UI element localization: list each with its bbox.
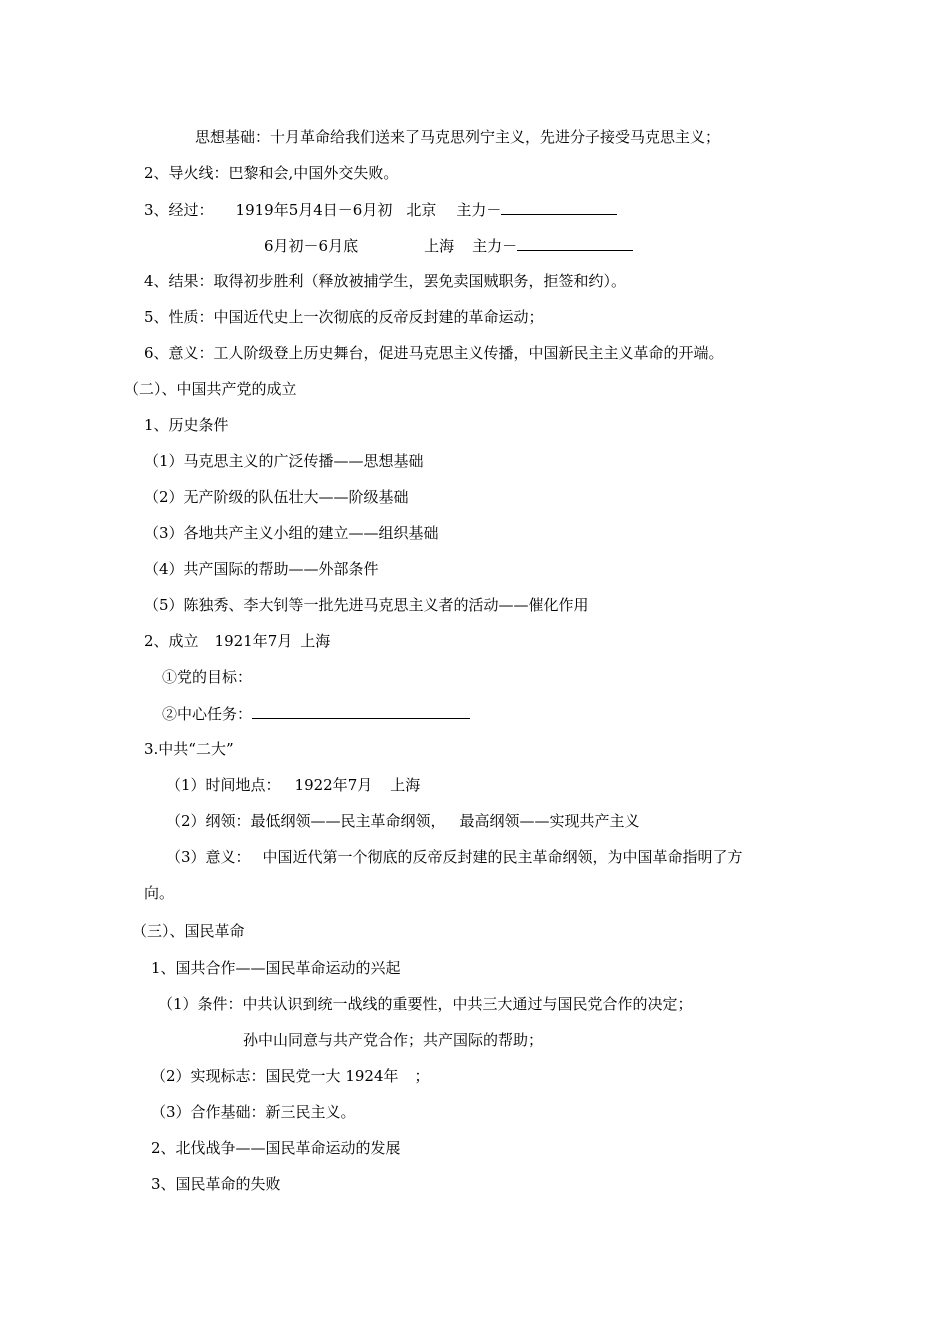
text-line [162,667,252,687]
congress-significance-continued: 向。 [144,884,175,902]
list-item [166,847,743,867]
cooperation-conditions: （1）条件：中共认识到统一战线的重要性，中共三大通过与国民党合作的决定； [158,995,693,1013]
program-minimum: （2）纲领：最低纲领——民主革命纲领， [166,812,446,830]
list-item [144,487,409,507]
text-line [144,343,724,363]
text-line [144,883,174,903]
result-text: 4、结果：取得初步胜利（释放被捕学生，罢免卖国贼职务，拒签和约）。 [144,272,627,290]
text-line [151,958,401,978]
list-item [144,559,379,579]
condition-item: （4）共产国际的帮助——外部条件 [144,560,379,578]
process-date-shanghai: 6月初－6月底 [264,237,359,255]
text-line [243,1030,543,1050]
second-congress-heading: 3.中共“二大” [144,740,234,758]
list-item [144,451,424,471]
fill-blank-shanghai[interactable] [517,235,633,251]
process-label: 3、经过： [144,201,214,219]
text-line [195,127,720,147]
section-heading-national-revolution: （三）、国民革命 [132,922,245,940]
text-line [144,415,229,435]
list-item [151,1066,430,1086]
text-line [144,271,626,291]
central-task-label: ②中心任务： [162,705,253,723]
program-maximum: 最高纲领——实现共产主义 [459,812,640,830]
revolution-failure-heading: 3、国民革命的失败 [151,1175,281,1193]
text-line [144,199,617,220]
northern-expedition-heading: 2、北伐战争——国民革命运动的发展 [151,1139,401,1157]
text-line [144,307,544,327]
section-heading [124,379,297,399]
nature-text: 5、性质：中国近代史上一次彻底的反帝反封建的革命运动； [144,308,544,326]
list-item [166,811,640,831]
condition-item: （3）各地共产主义小组的建立——组织基础 [144,524,439,542]
founding-place: 上海 [300,632,331,650]
congress-date: 1922年7月 [294,776,373,794]
congress-significance-text: 中国近代第一个彻底的反帝反封建的民主革命纲领，为中国革命指明了方 [262,848,743,866]
list-item [166,775,420,795]
cooperation-conditions-continued: 孙中山同意与共产党合作；共产国际的帮助； [243,1031,544,1049]
congress-place: 上海 [390,776,421,794]
kmt-cpc-cooperation-heading: 1、国共合作——国民革命运动的兴起 [151,959,401,977]
text-line [151,1138,401,1158]
fill-blank-beijing[interactable] [501,199,617,215]
fuse-text: 2、导火线：巴黎和会,中国外交失败。 [144,164,399,182]
founding-label: 2、成立 [144,632,199,650]
list-item [144,595,589,615]
process-place-beijing: 北京 [406,201,437,219]
text-line [264,235,633,256]
ideological-basis-text: 思想基础：十月革命给我们送来了马克思列宁主义，先进分子接受马克思主义； [195,128,721,146]
list-item [151,1102,356,1122]
text-line [144,739,234,759]
section-heading-cpc-founding: （二）、中国共产党的成立 [124,380,297,398]
text-line [144,631,330,651]
cooperation-basis: （3）合作基础：新三民主义。 [151,1103,356,1121]
section-heading [132,921,245,941]
significance-text: 6、意义：工人阶级登上历史舞台，促进马克思主义传播，中国新民主主义革命的开端。 [144,344,724,362]
text-line [162,703,470,724]
party-goal-label: ①党的目标： [162,668,253,686]
process-main-force-label: 主力－ [456,201,502,219]
process-place-shanghai: 上海 [424,237,455,255]
historical-conditions-heading: 1、历史条件 [144,416,229,434]
text-line [151,1174,281,1194]
process-date-beijing: 1919年5月4日－6月初 [235,201,393,219]
cooperation-sign: （2）实现标志：国民党一大 1924年 [151,1067,399,1085]
cooperation-sign-punct: ； [414,1067,430,1085]
list-item [144,523,439,543]
condition-item: （1）马克思主义的广泛传播——思想基础 [144,452,424,470]
condition-item: （2）无产阶级的队伍壮大——阶级基础 [144,488,409,506]
condition-item: （5）陈独秀、李大钊等一批先进马克思主义者的活动——催化作用 [144,596,589,614]
founding-date: 1921年7月 [214,632,293,650]
process-main-force-label: 主力－ [472,237,518,255]
congress-significance-label: （3）意义： [166,848,251,866]
list-item [158,994,693,1014]
time-place-label: （1）时间地点： [166,776,281,794]
text-line [144,163,398,183]
fill-blank-central-task[interactable] [252,703,470,719]
